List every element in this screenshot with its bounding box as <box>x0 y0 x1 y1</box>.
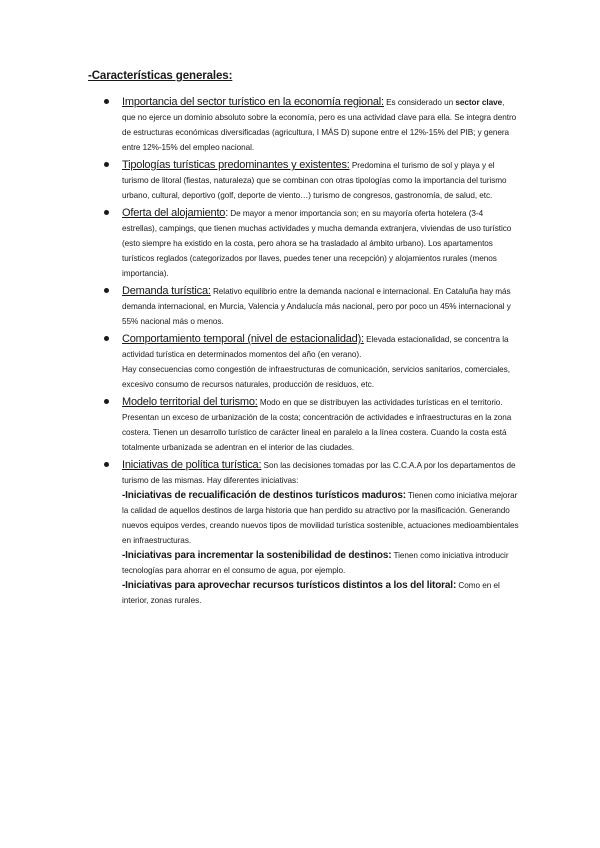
list-item-comportamiento <box>88 332 520 392</box>
item-text: Relativo equilibrio entre la demanda nacional e internacional. En Cataluña hay más demanda internacional, en Murcia, Valencia y Andalucía más nacional, pero por poco un 45% internacional y 55% nacional más o menos. <box>122 287 511 326</box>
item-text: De mayor a menor importancia son; en su mayoría oferta hotelera (3-4 estrellas), campings, que tienen muchas actividades y mucha demanda extranjera, viviendas de uso turístico (esto siempre ha existido en la costa, pero ahora se ha trasladado al ámbito urbano). Los apartamentos turísticos reglados (categorizados por llaves, puedes tener una recepción) y alojamientos rurales (menos importancia). <box>122 209 512 278</box>
list-item-demanda <box>88 284 520 329</box>
item-title: Iniciativas de política turística: <box>122 459 262 471</box>
item-extra-text: Presentan un exceso de urbanización de la costa; concentración de actividades e infraestructuras en la zona costera. Tienen un desarrollo turístico de carácter lineal en paralelo a la línea costera. Cuando la costa está totalmente urbanizada se adentran en el interior de las ciudades. <box>122 413 512 452</box>
initiative-recualificacion <box>122 488 520 548</box>
bullet-icon <box>104 210 109 215</box>
item-title: Tipologías turísticas predominantes y existentes: <box>122 159 350 171</box>
item-title-suffix: : <box>225 207 229 219</box>
characteristics-list <box>88 95 520 608</box>
initiative-text: Como en el interior, zonas rurales. <box>122 581 500 605</box>
list-item-tipologias <box>88 158 520 203</box>
item-text: Modo en que se distribuyen las actividades turísticas en el territorio. <box>257 398 503 407</box>
section-heading: -Características generales: <box>88 70 233 82</box>
item-title: Demanda turística: <box>122 285 211 297</box>
bullet-icon <box>104 288 109 293</box>
item-text: Elevada estacionalidad, se concentra la actividad turística en determinados momentos del año (en verano). <box>122 335 509 359</box>
list-item-modelo <box>88 395 520 455</box>
item-title: Importancia del sector turístico en la economía regional: <box>122 96 384 108</box>
item-text: Son las decisiones tomadas por las C.C.A.A por los departamentos de turismo de las mismas. Hay diferentes iniciativas: <box>122 461 516 485</box>
initiative-text: Tienen como iniciativa introducir tecnologías para ahorrar en el consumo de agua, por ejemplo. <box>122 551 509 575</box>
initiative-title: -Iniciativas para incrementar la sostenibilidad de destinos: <box>122 550 392 561</box>
initiative-text: Tienen como iniciativa mejorar la calidad de aquellos destinos de larga historia que han perdido su atractivo por la masificación. Generando nuevos equipos verdes, creando nuevos tipos de movilidad turística sostenible, actuaciones medioambientales en infraestructuras. <box>122 491 519 545</box>
bullet-icon <box>104 399 109 404</box>
list-item-importancia <box>88 95 520 155</box>
initiative-title: -Iniciativas para aprovechar recursos turísticos distintos a los del litoral: <box>122 580 457 591</box>
item-text: , que no ejerce un dominio absoluto sobre la economía, pero es una actividad clave para ella. Se integra dentro de estructuras económicas diversificadas (agricultura, I MÁS D) supone entre el 12%-15% del PIB; y genera entre 12%-15% del empleo nacional. <box>122 98 517 152</box>
item-title: Oferta del alojamiento <box>122 207 226 219</box>
bullet-icon <box>104 162 109 167</box>
list-item-oferta <box>88 206 520 281</box>
initiative-title: -Iniciativas de recualificación de destinos turísticos maduros: <box>122 490 406 501</box>
item-text: Es considerado un <box>383 98 456 107</box>
bullet-icon <box>104 462 109 467</box>
item-title: Comportamiento temporal (nivel de estacionalidad): <box>122 333 364 345</box>
item-extra-text: Hay consecuencias como congestión de infraestructuras de comunicación, servicios sanitarios, comerciales, excesivo consumo de recursos naturales, producción de residuos, etc. <box>122 365 510 389</box>
list-item-iniciativas <box>88 458 520 608</box>
item-text: Predomina el turismo de sol y playa y el turismo de litoral (fiestas, naturaleza) que se combinan con otras tipologías como la importancia del turismo urbano, cultural, deportivo (golf, deporte de viento…) turismo de congresos, gastronomía, de salud, etc. <box>122 161 507 200</box>
bullet-icon <box>104 99 109 104</box>
initiative-sostenibilidad <box>122 548 520 578</box>
initiative-recursos <box>122 578 520 608</box>
bullet-icon <box>104 336 109 341</box>
item-text-bold: sector clave <box>455 98 503 107</box>
item-title: Modelo territorial del turismo: <box>122 396 258 408</box>
